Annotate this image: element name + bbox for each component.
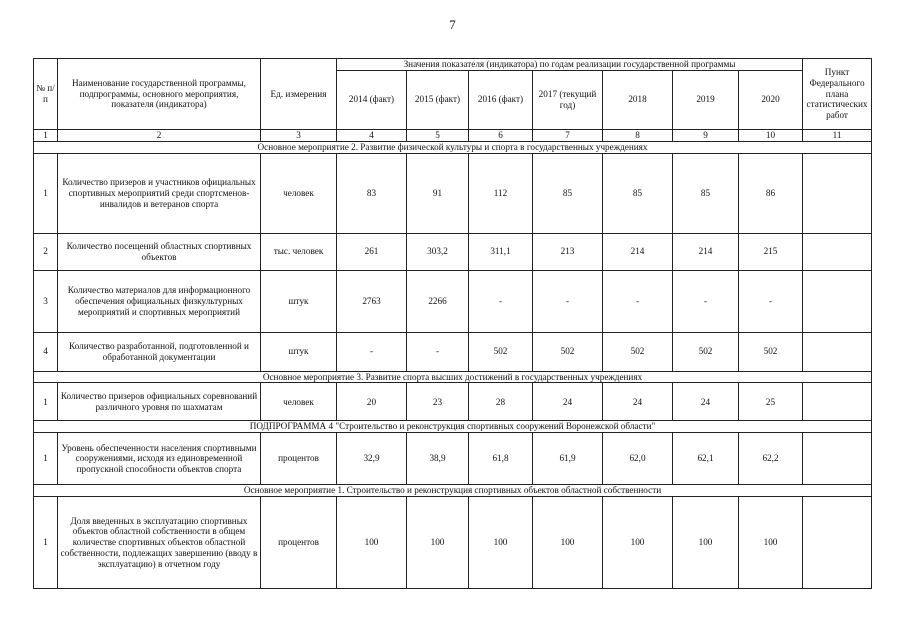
value-cell: - bbox=[673, 270, 739, 332]
index-cell: 10 bbox=[739, 129, 803, 141]
value-cell: 62,2 bbox=[739, 433, 803, 485]
section-title: Основное мероприятие 1. Строительство и реконструкция спортивных объектов областной собственности bbox=[34, 485, 872, 497]
value-cell: 62,1 bbox=[673, 433, 739, 485]
header-year: 2019 bbox=[673, 70, 739, 129]
value-cell: 38,9 bbox=[407, 433, 469, 485]
row-number: 1 bbox=[34, 383, 58, 421]
value-cell: 24 bbox=[603, 383, 673, 421]
value-cell: - bbox=[533, 270, 603, 332]
section-row bbox=[34, 141, 872, 153]
indicator-table bbox=[33, 58, 872, 589]
value-cell: 100 bbox=[603, 497, 673, 589]
section-title: Основное мероприятие 2. Развитие физической культуры и спорта в государственных учреждениях bbox=[34, 141, 872, 153]
value-cell: 24 bbox=[533, 383, 603, 421]
row-number: 2 bbox=[34, 233, 58, 270]
header-year: 2014 (факт) bbox=[337, 70, 407, 129]
header-year: 2020 bbox=[739, 70, 803, 129]
unit-cell: человек bbox=[261, 383, 337, 421]
index-cell: 9 bbox=[673, 129, 739, 141]
value-cell: 86 bbox=[739, 153, 803, 233]
value-cell: 112 bbox=[469, 153, 533, 233]
value-cell: - bbox=[603, 270, 673, 332]
index-cell: 8 bbox=[603, 129, 673, 141]
value-cell: 25 bbox=[739, 383, 803, 421]
value-cell: 2266 bbox=[407, 270, 469, 332]
value-cell: 62,0 bbox=[603, 433, 673, 485]
value-cell: 23 bbox=[407, 383, 469, 421]
section-title: Основное мероприятие 3. Развитие спорта высших достижений в государственных учреждениях bbox=[34, 371, 872, 383]
value-cell: 311,1 bbox=[469, 233, 533, 270]
unit-cell: процентов bbox=[261, 497, 337, 589]
row-number: 4 bbox=[34, 332, 58, 371]
row-number: 3 bbox=[34, 270, 58, 332]
row-number: 1 bbox=[34, 153, 58, 233]
value-cell: 2763 bbox=[337, 270, 407, 332]
index-row bbox=[34, 129, 872, 141]
value-cell: 502 bbox=[533, 332, 603, 371]
value-cell: 85 bbox=[673, 153, 739, 233]
value-cell: 100 bbox=[533, 497, 603, 589]
index-cell: 4 bbox=[337, 129, 407, 141]
value-cell: 215 bbox=[739, 233, 803, 270]
table-row bbox=[34, 332, 872, 371]
value-cell: 61,8 bbox=[469, 433, 533, 485]
indicator-name: Количество материалов для информационного обеспечения официальных физкультурных мероприятий и спортивных мероприятий bbox=[58, 270, 261, 332]
header-year: 2016 (факт) bbox=[469, 70, 533, 129]
unit-cell: штук bbox=[261, 270, 337, 332]
header-unit: Ед. измерения bbox=[261, 59, 337, 130]
header-plan: Пункт Федерального плана статистических работ bbox=[803, 59, 872, 130]
header-num: № п/п bbox=[34, 59, 58, 130]
value-cell: 214 bbox=[603, 233, 673, 270]
table-row bbox=[34, 233, 872, 270]
value-cell: 91 bbox=[407, 153, 469, 233]
section-title: ПОДПРОГРАММА 4 "Строительство и реконструкция спортивных сооружений Воронежской области" bbox=[34, 421, 872, 433]
header-year: 2018 bbox=[603, 70, 673, 129]
unit-cell: тыс. человек bbox=[261, 233, 337, 270]
section-row bbox=[34, 485, 872, 497]
value-cell: 502 bbox=[469, 332, 533, 371]
header-year: 2015 (факт) bbox=[407, 70, 469, 129]
plan-cell bbox=[803, 332, 872, 371]
indicator-name: Уровень обеспеченности населения спортивными сооружениями, исходя из единовременной пропускной способности объектов спорта bbox=[58, 433, 261, 485]
index-cell: 1 bbox=[34, 129, 58, 141]
value-cell: - bbox=[337, 332, 407, 371]
value-cell: 28 bbox=[469, 383, 533, 421]
unit-cell: штук bbox=[261, 332, 337, 371]
header-year: 2017 (текущий год) bbox=[533, 70, 603, 129]
table-row bbox=[34, 383, 872, 421]
value-cell: - bbox=[407, 332, 469, 371]
indicator-name: Количество призеров официальных соревнований различного уровня по шахматам bbox=[58, 383, 261, 421]
index-cell: 7 bbox=[533, 129, 603, 141]
value-cell: 61,9 bbox=[533, 433, 603, 485]
value-cell: 32,9 bbox=[337, 433, 407, 485]
indicator-name: Доля введенных в эксплуатацию спортивных объектов областной собственности в общем количестве спортивных объектов областной собственности, подлежащих завершению (вводу в эксплуатацию) в отчетном году bbox=[58, 497, 261, 589]
page-number: 7 bbox=[449, 17, 456, 32]
index-cell: 11 bbox=[803, 129, 872, 141]
plan-cell bbox=[803, 270, 872, 332]
plan-cell bbox=[803, 153, 872, 233]
value-cell: 261 bbox=[337, 233, 407, 270]
value-cell: 100 bbox=[407, 497, 469, 589]
value-cell: 100 bbox=[337, 497, 407, 589]
value-cell: 502 bbox=[603, 332, 673, 371]
value-cell: 100 bbox=[673, 497, 739, 589]
indicator-name: Количество посещений областных спортивных объектов bbox=[58, 233, 261, 270]
value-cell: - bbox=[739, 270, 803, 332]
indicator-name: Количество разработанной, подготовленной и обработанной документации bbox=[58, 332, 261, 371]
row-number: 1 bbox=[34, 497, 58, 589]
unit-cell: процентов bbox=[261, 433, 337, 485]
value-cell: 502 bbox=[739, 332, 803, 371]
unit-cell: человек bbox=[261, 153, 337, 233]
row-number: 1 bbox=[34, 433, 58, 485]
plan-cell bbox=[803, 497, 872, 589]
index-cell: 3 bbox=[261, 129, 337, 141]
value-cell: 100 bbox=[739, 497, 803, 589]
value-cell: 100 bbox=[469, 497, 533, 589]
value-cell: 213 bbox=[533, 233, 603, 270]
value-cell: 83 bbox=[337, 153, 407, 233]
value-cell: 502 bbox=[673, 332, 739, 371]
value-cell: 214 bbox=[673, 233, 739, 270]
plan-cell bbox=[803, 383, 872, 421]
header-values-group: Значения показателя (индикатора) по годам реализации государственной программы bbox=[337, 59, 803, 71]
index-cell: 6 bbox=[469, 129, 533, 141]
section-row bbox=[34, 371, 872, 383]
value-cell: 24 bbox=[673, 383, 739, 421]
table-row bbox=[34, 270, 872, 332]
value-cell: 303,2 bbox=[407, 233, 469, 270]
table-row bbox=[34, 153, 872, 233]
section-row bbox=[34, 421, 872, 433]
indicator-name: Количество призеров и участников официальных спортивных мероприятий среди спортсменов-инвалидов и ветеранов спорта bbox=[58, 153, 261, 233]
header-name: Наименование государственной программы, подпрограммы, основного мероприятия, показателя (индикатора) bbox=[58, 59, 261, 130]
index-cell: 5 bbox=[407, 129, 469, 141]
plan-cell bbox=[803, 433, 872, 485]
value-cell: - bbox=[469, 270, 533, 332]
value-cell: 20 bbox=[337, 383, 407, 421]
value-cell: 85 bbox=[603, 153, 673, 233]
plan-cell bbox=[803, 233, 872, 270]
value-cell: 85 bbox=[533, 153, 603, 233]
index-cell: 2 bbox=[58, 129, 261, 141]
table-row bbox=[34, 433, 872, 485]
table-row bbox=[34, 497, 872, 589]
